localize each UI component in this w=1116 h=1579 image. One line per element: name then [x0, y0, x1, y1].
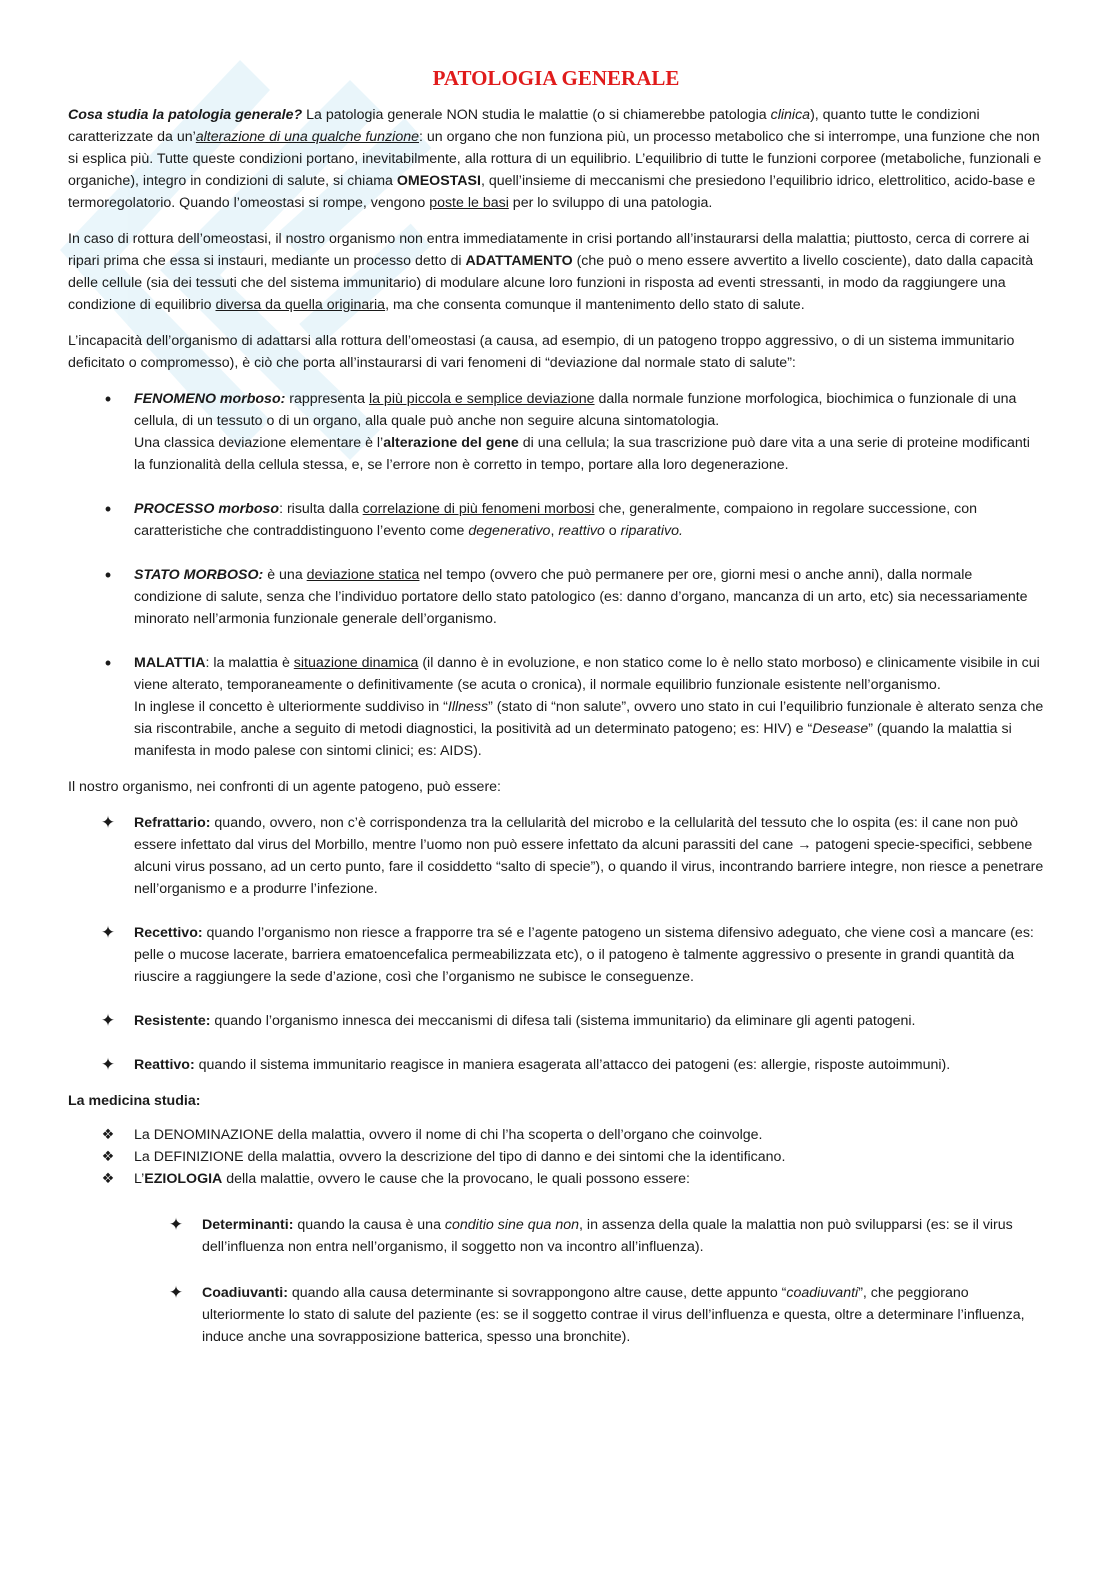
star-icon: ✦ [100, 1011, 116, 1030]
star-icon: ✦ [100, 923, 116, 942]
diamond-icon: ❖ [101, 1127, 115, 1143]
list-item: • MALATTIA: la malattia è situazione dinamica (il danno è in evoluzione, e non statico come lo è nello stato morboso) e clinicamente visibile in cui viene alterato, temporaneamente o definitivamente (se acuta o cronica), il normale equilibrio funzionale esistente nell’organismo. In inglese il concetto è ulteriormente suddiviso in “Illness” (stato di “non salute”, ovvero uno stato in cui l’equilibrio funzionale è alterato senza che sia riscontrabile, anche a seguito di metodi diagnostici, la positività ad un determinato patogeno; es: HIV) e “Desease” (quando la malattia si manifesta in modo palese con sintomi clinici; es: AIDS). [68, 652, 1044, 762]
list-item: ✦ Determinanti: quando la causa è una conditio sine qua non, in assenza della quale la malattia non può svilupparsi (es: se il virus dell’influenza non entra nell’organismo, il soggetto non va incontro all’influenza). [68, 1214, 1044, 1258]
deviation-list [68, 388, 1044, 762]
medicina-heading: La medicina studia: [68, 1093, 201, 1109]
list-item: ✦ Reattivo: quando il sistema immunitario reagisce in maniera esagerata all’attacco dei patogeni (es: allergie, risposte autoimmuni). [68, 1054, 1044, 1076]
document-page [68, 64, 1044, 1372]
list-item: ✦ Resistente: quando l’organismo innesca dei meccanismi di difesa tali (sistema immunitario) da eliminare gli agenti patogeni. [68, 1010, 1044, 1032]
organismo-paragraph: Il nostro organismo, nei confronti di un agente patogeno, può essere: [68, 779, 502, 795]
list-item: ✦ Recettivo: quando l’organismo non riesce a frapporre tra sé e l’agente patogeno un sistema difensivo adeguato, che viene così a mancare (es: pelle o mucose lacerate, barriera ematoencefalica permeabilizzata etc), o il patogeno è talmente aggressivo o presente in grandi quantità da riuscire a raggiungere la sede d’azione, così che l’organismo ne subisce le conseguenze. [68, 922, 1044, 988]
list-item: ✦ Refrattario: quando, ovvero, non c’è corrispondenza tra la cellularità del microbo e la cellularità del tessuto che lo ospita (es: il cane non può essere infettato dal virus del Morbillo, mentre l’uomo non può essere infettato da alcuni parassiti del cane → patogeni specie-specifici, sebbene alcuni virus possano, ad un certo punto, fare il cosiddetto “salto di specie”), o quando il virus, incontrando barriere integre, non riesce a penetrare nell’organismo e a produrre l’infezione. [68, 812, 1044, 900]
intro-question: Cosa studia la patologia generale? [68, 107, 303, 123]
list-item: ✦ Coadiuvanti: quando alla causa determinante si sovrappongono altre cause, dette appunto “coadiuvanti”, che peggiorano ulteriormente lo stato di salute del paziente (es: se il soggetto contrae il virus dell’influenza e questa, oltre a determinare l’influenza, induce anche una sovrapposizione batterica, spesso una bronchite). [68, 1282, 1044, 1348]
term-omeostasi: OMEOSTASI [396, 173, 481, 189]
medicina-list [68, 1124, 1044, 1190]
star-icon: ✦ [100, 1055, 116, 1074]
bullet-icon: • [104, 499, 112, 519]
bullet-icon: • [104, 565, 112, 585]
star-icon: ✦ [100, 813, 116, 832]
diamond-icon: ❖ [101, 1171, 115, 1187]
causes-list [68, 1214, 1044, 1348]
intro-paragraph: Cosa studia la patologia generale? La patologia generale NON studia le malattie (o si chiamerebbe patologia clinica), quanto tutte le condizioni caratterizzate da un’alterazione di una qualche funzione: un organo che non funziona più, un processo metabolico che si interrompe, una funzione che non si esplica più. Tutte queste condizioni portano, inevitabilmente, alla rottura di un equilibrio. L’equilibrio di tutte le funzioni corporee (metaboliche, funzionali e organiche), integro in condizioni di salute, si chiama OMEOSTASI, quell’insieme di meccanismi che presiedono l’equilibrio idrico, elettrolitico, acido-base e termoregolatorio. Quando l’omeostasi si rompe, vengono poste le basi per lo sviluppo di una patologia. [68, 107, 1042, 211]
list-item: • STATO MORBOSO: è una deviazione statica nel tempo (ovvero che può permanere per ore, giorni mesi o anche anni), dalla normale condizione di salute, senza che l’individuo portatore dello stato patologico (es: danno d’organo, mancanza di un arto, etc) sia necessariamente minorato nell’armonia funzionale generale dell’organismo. [68, 564, 1044, 630]
host-states-list [68, 812, 1044, 1076]
bullet-icon: • [104, 653, 112, 673]
list-item: • PROCESSO morboso: risulta dalla correlazione di più fenomeni morbosi che, generalmente, compaiono in regolare successione, con caratteristiche che contraddistinguono l’evento come degenerativo, reattivo o riparativo. [68, 498, 1044, 542]
page-title: PATOLOGIA GENERALE [432, 66, 680, 90]
star-icon: ✦ [168, 1215, 184, 1234]
adattamento-paragraph: In caso di rottura dell’omeostasi, il nostro organismo non entra immediatamente in crisi portando all’instaurarsi della malattia; piuttosto, cerca di correre ai ripari prima che essa si instauri, mediante un processo detto di ADATTAMENTO (che può o meno essere avvertito a livello cosciente), dato dalla capacità delle cellule (sia dei tessuti che del sistema immunitario) di modulare alcune loro funzioni in risposta ad eventi stressanti, in modo da raggiungere una condizione di equilibrio diversa da quella originaria, ma che consenta comunque il mantenimento dello stato di salute. [68, 231, 1034, 313]
diamond-icon: ❖ [101, 1149, 115, 1165]
arrow-right-icon: → [797, 837, 812, 853]
list-item: ❖ L’EZIOLOGIA della malattie, ovvero le cause che la provocano, le quali possono essere: [68, 1168, 1044, 1190]
list-item: • FENOMENO morboso: rappresenta la più piccola e semplice deviazione dalla normale funzione morfologica, biochimica o funzionale di una cellula, di un tessuto o di un organo, alla quale può anche non seguire alcuna sintomatologia. Una classica deviazione elementare è l’alterazione del gene di una cellula; la sua trascrizione può dare vita a una serie di proteine modificanti la funzionalità della cellula stessa, e, se l’errore non è corretto in tempo, portare alla loro degenerazione. [68, 388, 1044, 476]
star-icon: ✦ [168, 1283, 184, 1302]
incapacita-paragraph: L’incapacità dell’organismo di adattarsi alla rottura dell’omeostasi (a causa, ad esempio, di un patogeno troppo aggressivo, o di un sistema immunitario deficitato o compromesso), è ciò che porta all’instaurarsi di vari fenomeni di “deviazione dal normale stato di salute”: [68, 333, 1015, 371]
list-item: ❖ La DEFINIZIONE della malattia, ovvero la descrizione del tipo di danno e dei sintomi che la identificano. [68, 1146, 1044, 1168]
term-adattamento: ADATTAMENTO [465, 253, 573, 269]
bullet-icon: • [104, 389, 112, 409]
list-item: ❖ La DENOMINAZIONE della malattia, ovvero il nome di chi l’ha scoperta o dell’organo che coinvolge. [68, 1124, 1044, 1146]
